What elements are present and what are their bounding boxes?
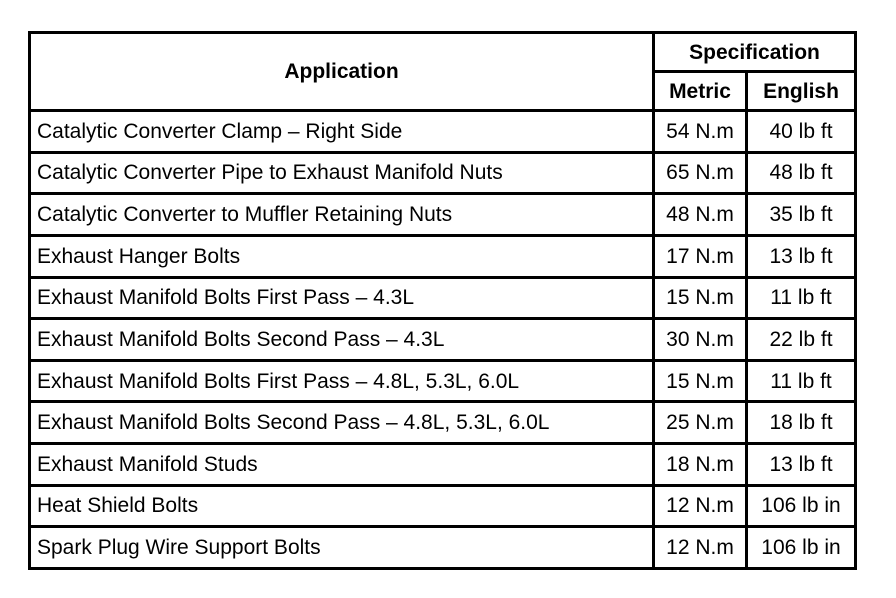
table-row <box>30 235 856 277</box>
table-row <box>30 152 856 194</box>
table-row <box>30 402 856 444</box>
application-cell: Exhaust Manifold Studs <box>30 444 654 486</box>
table-row <box>30 319 856 361</box>
english-cell: 22 lb ft <box>747 319 856 361</box>
table-header <box>30 33 856 111</box>
metric-cell: 15 N.m <box>654 277 747 319</box>
metric-cell: 12 N.m <box>654 485 747 527</box>
metric-cell: 54 N.m <box>654 111 747 153</box>
metric-cell: 25 N.m <box>654 402 747 444</box>
metric-cell: 65 N.m <box>654 152 747 194</box>
table-row <box>30 485 856 527</box>
specification-header: Specification <box>654 33 856 72</box>
application-cell: Exhaust Manifold Bolts First Pass – 4.8L, 5.3L, 6.0L <box>30 360 654 402</box>
table-row <box>30 527 856 569</box>
application-cell: Exhaust Manifold Bolts First Pass – 4.3L <box>30 277 654 319</box>
metric-cell: 48 N.m <box>654 194 747 236</box>
metric-cell: 15 N.m <box>654 360 747 402</box>
metric-cell: 12 N.m <box>654 527 747 569</box>
english-cell: 40 lb ft <box>747 111 856 153</box>
metric-cell: 17 N.m <box>654 235 747 277</box>
table-row <box>30 277 856 319</box>
english-cell: 13 lb ft <box>747 444 856 486</box>
application-cell: Exhaust Manifold Bolts Second Pass – 4.3L <box>30 319 654 361</box>
application-cell: Spark Plug Wire Support Bolts <box>30 527 654 569</box>
torque-spec-table <box>28 31 857 570</box>
table-body <box>30 111 856 569</box>
english-cell: 106 lb in <box>747 527 856 569</box>
english-cell: 48 lb ft <box>747 152 856 194</box>
application-cell: Exhaust Hanger Bolts <box>30 235 654 277</box>
application-cell: Exhaust Manifold Bolts Second Pass – 4.8L, 5.3L, 6.0L <box>30 402 654 444</box>
application-cell: Catalytic Converter Pipe to Exhaust Manifold Nuts <box>30 152 654 194</box>
application-cell: Heat Shield Bolts <box>30 485 654 527</box>
application-cell: Catalytic Converter to Muffler Retaining Nuts <box>30 194 654 236</box>
english-cell: 11 lb ft <box>747 277 856 319</box>
metric-cell: 30 N.m <box>654 319 747 361</box>
metric-header: Metric <box>654 72 747 111</box>
table-row <box>30 111 856 153</box>
table-row <box>30 360 856 402</box>
application-header: Application <box>30 33 654 111</box>
english-cell: 13 lb ft <box>747 235 856 277</box>
metric-cell: 18 N.m <box>654 444 747 486</box>
english-header: English <box>747 72 856 111</box>
english-cell: 11 lb ft <box>747 360 856 402</box>
english-cell: 106 lb in <box>747 485 856 527</box>
table-row <box>30 194 856 236</box>
english-cell: 35 lb ft <box>747 194 856 236</box>
application-cell: Catalytic Converter Clamp – Right Side <box>30 111 654 153</box>
english-cell: 18 lb ft <box>747 402 856 444</box>
table-row <box>30 444 856 486</box>
